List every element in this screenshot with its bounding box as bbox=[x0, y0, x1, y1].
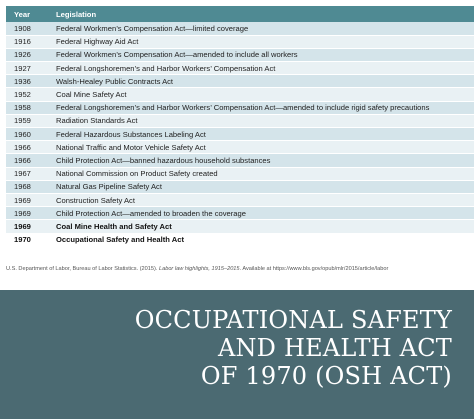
row-year: 1952 bbox=[6, 88, 48, 101]
row-legislation: Federal Hazardous Substances Labeling Act bbox=[48, 128, 474, 141]
row-legislation: National Commission on Product Safety created bbox=[48, 167, 474, 180]
row-legislation: Construction Safety Act bbox=[48, 193, 474, 206]
table-row bbox=[6, 88, 474, 101]
row-year: 1969 bbox=[6, 220, 48, 233]
table-header-row bbox=[6, 6, 474, 22]
table-row bbox=[6, 62, 474, 75]
row-legislation: Federal Longshoremen’s and Harbor Workers’ Compensation Act—amended to include rigid safety precautions bbox=[48, 101, 474, 114]
table-row bbox=[6, 193, 474, 206]
table-row bbox=[6, 180, 474, 193]
row-year: 1908 bbox=[6, 22, 48, 35]
table-row bbox=[6, 167, 474, 180]
row-year: 1969 bbox=[6, 207, 48, 220]
row-year: 1970 bbox=[6, 233, 48, 246]
source-citation-title: Labor law highlights, 1915–2015 bbox=[158, 266, 240, 272]
row-year: 1960 bbox=[6, 128, 48, 141]
row-legislation: Child Protection Act—amended to broaden the coverage bbox=[48, 207, 474, 220]
banner-title-line-3: OF 1970 (OSH ACT) bbox=[200, 362, 452, 390]
table-row bbox=[6, 101, 474, 114]
row-legislation: Radiation Standards Act bbox=[48, 114, 474, 127]
table-row bbox=[6, 75, 474, 88]
row-legislation: Federal Longshoremen’s and Harbor Workers’ Compensation Act bbox=[48, 62, 474, 75]
row-year: 1936 bbox=[6, 75, 48, 88]
row-year: 1926 bbox=[6, 48, 48, 61]
table-row bbox=[6, 141, 474, 154]
row-year: 1967 bbox=[6, 167, 48, 180]
table-row bbox=[6, 35, 474, 48]
row-year: 1968 bbox=[6, 180, 48, 193]
table-row bbox=[6, 114, 474, 127]
row-legislation: Federal Workmen’s Compensation Act—amended to include all workers bbox=[48, 48, 474, 61]
table-row bbox=[6, 128, 474, 141]
banner-title-line-2: AND HEALTH ACT bbox=[217, 334, 452, 362]
row-year: 1966 bbox=[6, 141, 48, 154]
row-legislation: National Traffic and Motor Vehicle Safety Act bbox=[48, 141, 474, 154]
table-row bbox=[6, 48, 474, 61]
table-row bbox=[6, 22, 474, 35]
source-citation bbox=[6, 266, 474, 272]
row-year: 1969 bbox=[6, 193, 48, 206]
row-legislation: Natural Gas Pipeline Safety Act bbox=[48, 180, 474, 193]
table-row-highlighted bbox=[6, 233, 474, 246]
table-row bbox=[6, 154, 474, 167]
row-legislation: Walsh-Healey Public Contracts Act bbox=[48, 75, 474, 88]
row-year: 1916 bbox=[6, 35, 48, 48]
row-legislation: Federal Workmen’s Compensation Act—limited coverage bbox=[48, 22, 474, 35]
row-year: 1958 bbox=[6, 101, 48, 114]
table-row-highlighted bbox=[6, 220, 474, 233]
table-header bbox=[6, 6, 474, 22]
row-legislation: Coal Mine Safety Act bbox=[48, 88, 474, 101]
source-citation-suffix: . Available at https://www.bls.gov/opub/mlr/2015/article/labor bbox=[239, 266, 389, 272]
row-year: 1966 bbox=[6, 154, 48, 167]
legislation-table bbox=[6, 6, 474, 247]
row-year: 1959 bbox=[6, 114, 48, 127]
row-legislation: Coal Mine Health and Safety Act bbox=[48, 220, 474, 233]
table-row bbox=[6, 207, 474, 220]
source-citation-prefix: U.S. Department of Labor, Bureau of Labor Statistics. (2015). bbox=[6, 266, 159, 272]
row-legislation: Occupational Safety and Health Act bbox=[48, 233, 474, 246]
row-year: 1927 bbox=[6, 62, 48, 75]
banner-title bbox=[12, 306, 452, 390]
row-legislation: Federal Highway Aid Act bbox=[48, 35, 474, 48]
legislation-column-header: Legislation bbox=[56, 9, 97, 19]
row-legislation: Child Protection Act—banned hazardous household substances bbox=[48, 154, 474, 167]
banner-title-line-1: OCCUPATIONAL SAFETY bbox=[134, 306, 452, 334]
year-column-header: Year bbox=[14, 9, 31, 19]
table-body bbox=[6, 22, 474, 246]
title-banner bbox=[0, 290, 474, 419]
